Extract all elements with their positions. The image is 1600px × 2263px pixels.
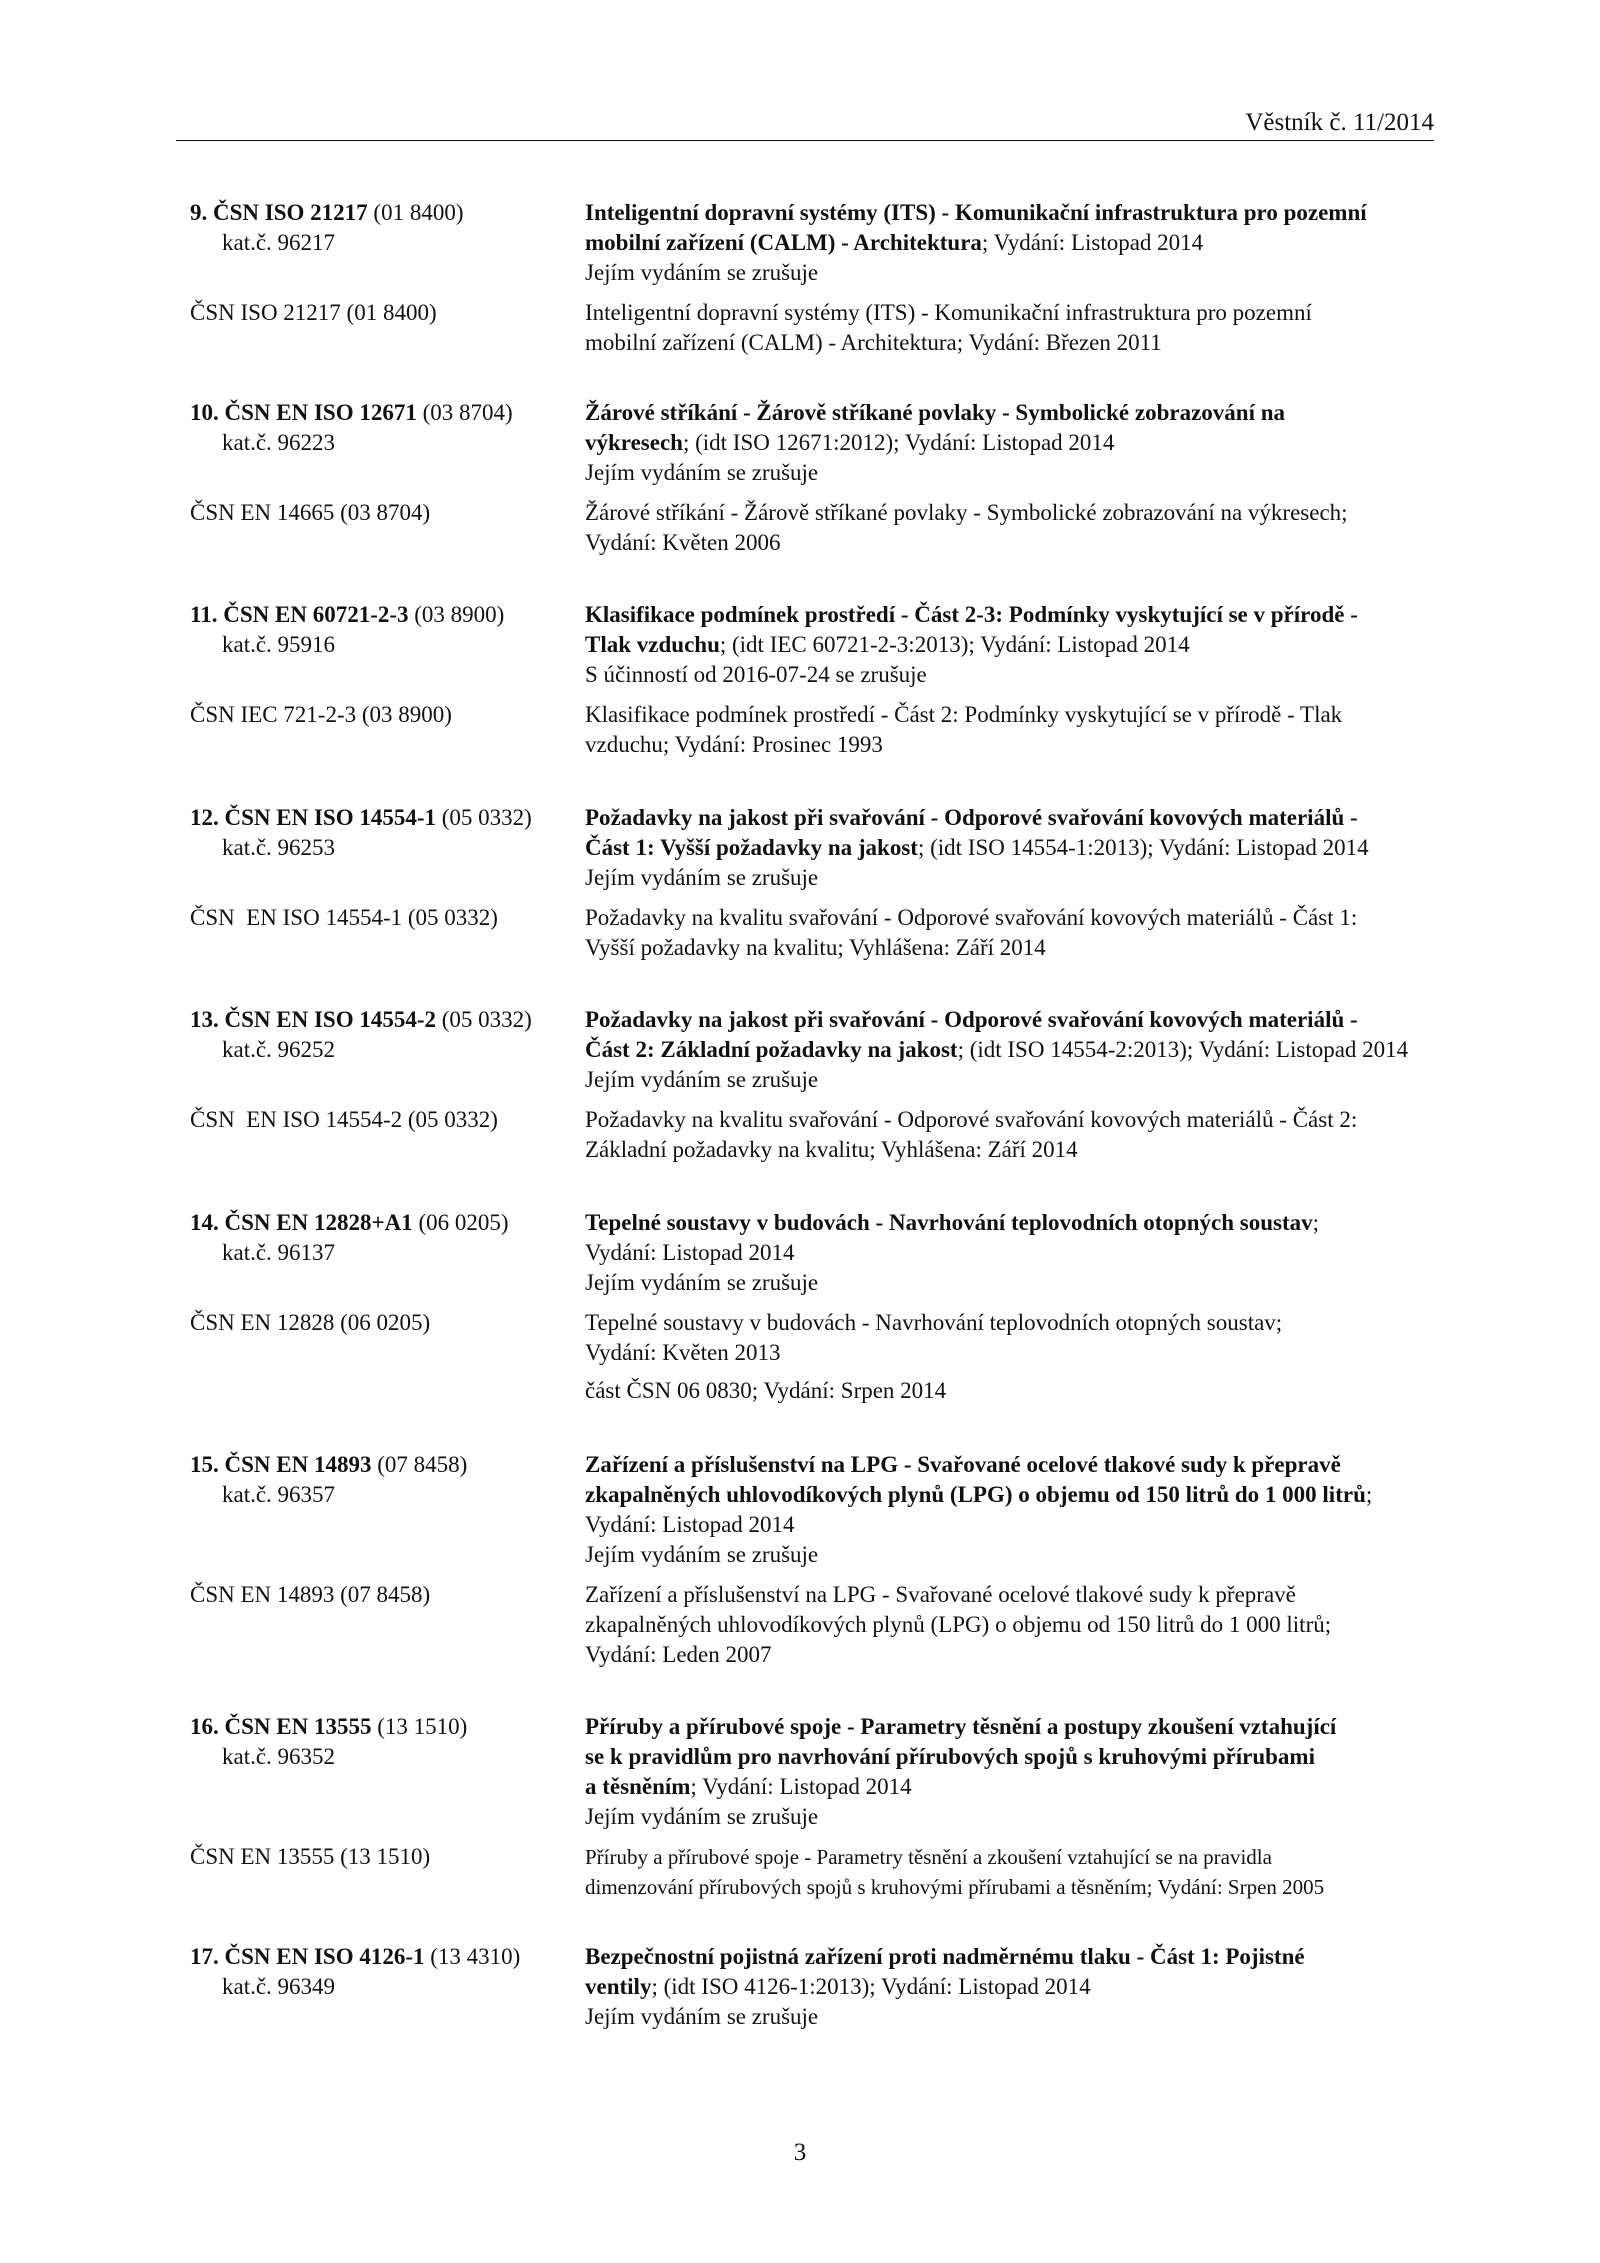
replaced-partial-note: část ČSN 06 0830; Vydání: Srpen 2014 [585,1378,947,1403]
entry-id-column [190,1712,570,1872]
replaced-title-line: Požadavky na kvalitu svařování - Odporové svařování kovových materiálů - Část 2: [585,1107,1358,1132]
classification: (01 8400) [367,200,464,225]
publication-info: Vydání: Listopad 2014 [585,1512,795,1537]
entry-id-column [190,1005,570,1135]
replaced-title-line: Inteligentní dopravní systémy (ITS) - Komunikační infrastruktura pro pozemní [585,300,1312,325]
status-note: Jejím vydáním se zrušuje [585,1542,819,1567]
entry-description-column [585,1942,1445,2032]
entry-number: 9. [190,200,208,225]
publication-info: ; (idt ISO 12671:2012); Vydání: Listopad 2014 [682,430,1115,455]
standard-code: ČSN EN 12828+A1 [224,1210,413,1235]
new-title-line: Požadavky na jakost při svařování - Odporové svařování kovových materiálů - [585,805,1358,830]
replaced-standard-code: ČSN ISO 21217 (01 8400) [190,300,437,325]
new-title-line: mobilní zařízení (CALM) - Architektura [585,230,982,255]
replaced-title-line: dimenzování přírubových spojů s kruhovými přírubami a těsněním; Vydání: Srpen 2005 [585,1875,1325,1899]
new-title-line: Část 1: Vyšší požadavky na jakost [585,835,918,860]
status-note: Jejím vydáním se zrušuje [585,865,819,890]
replaced-standard-code: ČSN IEC 721-2-3 (03 8900) [190,702,452,727]
classification: (05 0332) [436,1007,532,1032]
replaced-title-line: Vydání: Květen 2013 [585,1340,781,1365]
journal-header [176,108,1434,141]
entry-description-column [585,1450,1445,1670]
journal-title: Věstník č. 11/2014 [1245,109,1434,136]
classification: (03 8900) [408,602,505,627]
new-title-line: Příruby a přírubové spoje - Parametry těsnění a postupy zkoušení vztahující [585,1714,1337,1739]
replaced-title-line: Základní požadavky na kvalitu; Vyhlášena: Září 2014 [585,1137,1078,1162]
replaced-title-line: Příruby a přírubové spoje - Parametry těsnění a zkoušení vztahující se na pravidla [585,1845,1272,1869]
catalog-number: kat.č. 96223 [222,430,336,455]
entry-description-column [585,600,1445,760]
replaced-title-line: Požadavky na kvalitu svařování - Odporové svařování kovových materiálů - Část 1: [585,905,1358,930]
catalog-number: kat.č. 96349 [222,1974,336,1999]
new-title-line: výkresech [585,430,683,455]
status-note: S účinností od 2016-07-24 se zrušuje [585,662,927,687]
standard-code: ČSN EN ISO 12671 [224,400,417,425]
replaced-title-line: Žárové stříkání - Žárově stříkané povlaky - Symbolické zobrazování na výkresech; [585,500,1348,525]
entry-number: 17. [190,1944,219,1969]
standard-code: ČSN EN ISO 14554-2 [224,1007,437,1032]
new-title-line: a těsněním [585,1774,691,1799]
new-title-line: Část 2: Základní požadavky na jakost [585,1037,958,1062]
entry-id-column [190,398,570,528]
status-note: Jejím vydáním se zrušuje [585,2004,819,2029]
classification: (13 4310) [424,1944,521,1969]
classification: (05 0332) [436,805,532,830]
publication-info: Vydání: Listopad 2014 [585,1240,795,1265]
new-title-line: se k pravidlům pro navrhování přírubových spojů s kruhovými přírubami [585,1744,1315,1769]
new-title-line: Bezpečnostní pojistná zařízení proti nadměrnému tlaku - Část 1: Pojistné [585,1944,1305,1969]
status-note: Jejím vydáním se zrušuje [585,460,819,485]
new-title-line: ventily [585,1974,652,1999]
entry-description-column [585,1208,1445,1406]
title-punctuation: ; [1312,1210,1320,1235]
entry-id-column [190,198,570,328]
classification: (03 8704) [416,400,513,425]
standard-code: ČSN EN 60721-2-3 [223,602,409,627]
entry-description-column [585,398,1445,558]
entry-number: 14. [190,1210,219,1235]
catalog-number: kat.č. 96253 [222,835,336,860]
entry-number: 15. [190,1452,219,1477]
publication-info: ; (idt ISO 4126-1:2013); Vydání: Listopad 2014 [651,1974,1091,1999]
publication-info: ; (idt IEC 60721-2-3:2013); Vydání: Listopad 2014 [719,632,1190,657]
catalog-number: kat.č. 96252 [222,1037,336,1062]
title-punctuation: ; [1365,1482,1373,1507]
entry-id-column [190,1450,570,1610]
new-title-line: Tepelné soustavy v budovách - Navrhování teplovodních otopných soustav [585,1210,1313,1235]
standard-code: ČSN ISO 21217 [213,200,368,225]
entry-description-column [585,803,1445,963]
classification: (13 1510) [371,1714,468,1739]
entry-id-column [190,1942,570,2002]
new-title-line: Požadavky na jakost při svařování - Odporové svařování kovových materiálů - [585,1007,1358,1032]
replaced-title-line: Vydání: Leden 2007 [585,1642,772,1667]
standard-code: ČSN EN ISO 14554-1 [224,805,437,830]
catalog-number: kat.č. 96352 [222,1744,336,1769]
entry-number: 12. [190,805,219,830]
replaced-standard-code: ČSN EN 14893 (07 8458) [190,1582,431,1607]
replaced-standard-code: ČSN EN ISO 14554-1 (05 0332) [190,905,498,930]
new-title-line: Tlak vzduchu [585,632,720,657]
publication-info: ; (idt ISO 14554-1:2013); Vydání: Listopad 2014 [917,835,1369,860]
replaced-title-line: Zařízení a příslušenství na LPG - Svařované ocelové tlakové sudy k přepravě [585,1582,1296,1607]
catalog-number: kat.č. 96217 [222,230,336,255]
replaced-title-line: Vydání: Květen 2006 [585,530,781,555]
new-title-line: zkapalněných uhlovodíkových plynů (LPG) o objemu od 150 litrů do 1 000 litrů [585,1482,1366,1507]
standard-code: ČSN EN 13555 [224,1714,372,1739]
replaced-title-line: Klasifikace podmínek prostředí - Část 2: Podmínky vyskytující se v přírodě - Tlak [585,702,1343,727]
catalog-number: kat.č. 96137 [222,1240,336,1265]
entry-number: 10. [190,400,219,425]
replaced-standard-code: ČSN EN 12828 (06 0205) [190,1310,431,1335]
entry-id-column [190,1208,570,1338]
entry-description-column [585,1005,1445,1165]
replaced-title-line: mobilní zařízení (CALM) - Architektura; Vydání: Březen 2011 [585,330,1162,355]
entry-id-column [190,600,570,730]
status-note: Jejím vydáním se zrušuje [585,260,819,285]
publication-info: ; Vydání: Listopad 2014 [690,1774,912,1799]
replaced-standard-code: ČSN EN ISO 14554-2 (05 0332) [190,1107,498,1132]
standard-code: ČSN EN ISO 4126-1 [224,1944,425,1969]
publication-info: ; Vydání: Listopad 2014 [981,230,1204,255]
replaced-title-line: vzduchu; Vydání: Prosinec 1993 [585,732,883,757]
replaced-title-line: Tepelné soustavy v budovách - Navrhování teplovodních otopných soustav; [585,1310,1283,1335]
new-title-line: Zařízení a příslušenství na LPG - Svařované ocelové tlakové sudy k přepravě [585,1452,1341,1477]
entry-number: 11. [190,602,218,627]
status-note: Jejím vydáním se zrušuje [585,1270,819,1295]
entry-number: 16. [190,1714,219,1739]
classification: (06 0205) [412,1210,509,1235]
status-note: Jejím vydáním se zrušuje [585,1067,819,1092]
standard-code: ČSN EN 14893 [224,1452,372,1477]
replaced-title-line: zkapalněných uhlovodíkových plynů (LPG) o objemu od 150 litrů do 1 000 litrů; [585,1612,1332,1637]
page-number: 3 [793,2139,807,2166]
replaced-standard-code: ČSN EN 14665 (03 8704) [190,500,431,525]
classification: (07 8458) [371,1452,468,1477]
new-title-line: Žárové stříkání - Žárově stříkané povlaky - Symbolické zobrazování na [585,400,1286,425]
entry-id-column [190,803,570,933]
catalog-number: kat.č. 96357 [222,1482,336,1507]
new-title-line: Inteligentní dopravní systémy (ITS) - Komunikační infrastruktura pro pozemní [585,200,1367,225]
catalog-number: kat.č. 95916 [222,632,336,657]
status-note: Jejím vydáním se zrušuje [585,1804,819,1829]
replaced-title-line: Vyšší požadavky na kvalitu; Vyhlášena: Září 2014 [585,935,1046,960]
new-title-line: Klasifikace podmínek prostředí - Část 2-3: Podmínky vyskytující se v přírodě - [585,602,1358,627]
entry-description-column [585,1712,1445,1902]
entry-number: 13. [190,1007,219,1032]
entry-description-column [585,198,1445,358]
publication-info: ; (idt ISO 14554-2:2013); Vydání: Listopad 2014 [957,1037,1409,1062]
replaced-standard-code: ČSN EN 13555 (13 1510) [190,1844,431,1869]
